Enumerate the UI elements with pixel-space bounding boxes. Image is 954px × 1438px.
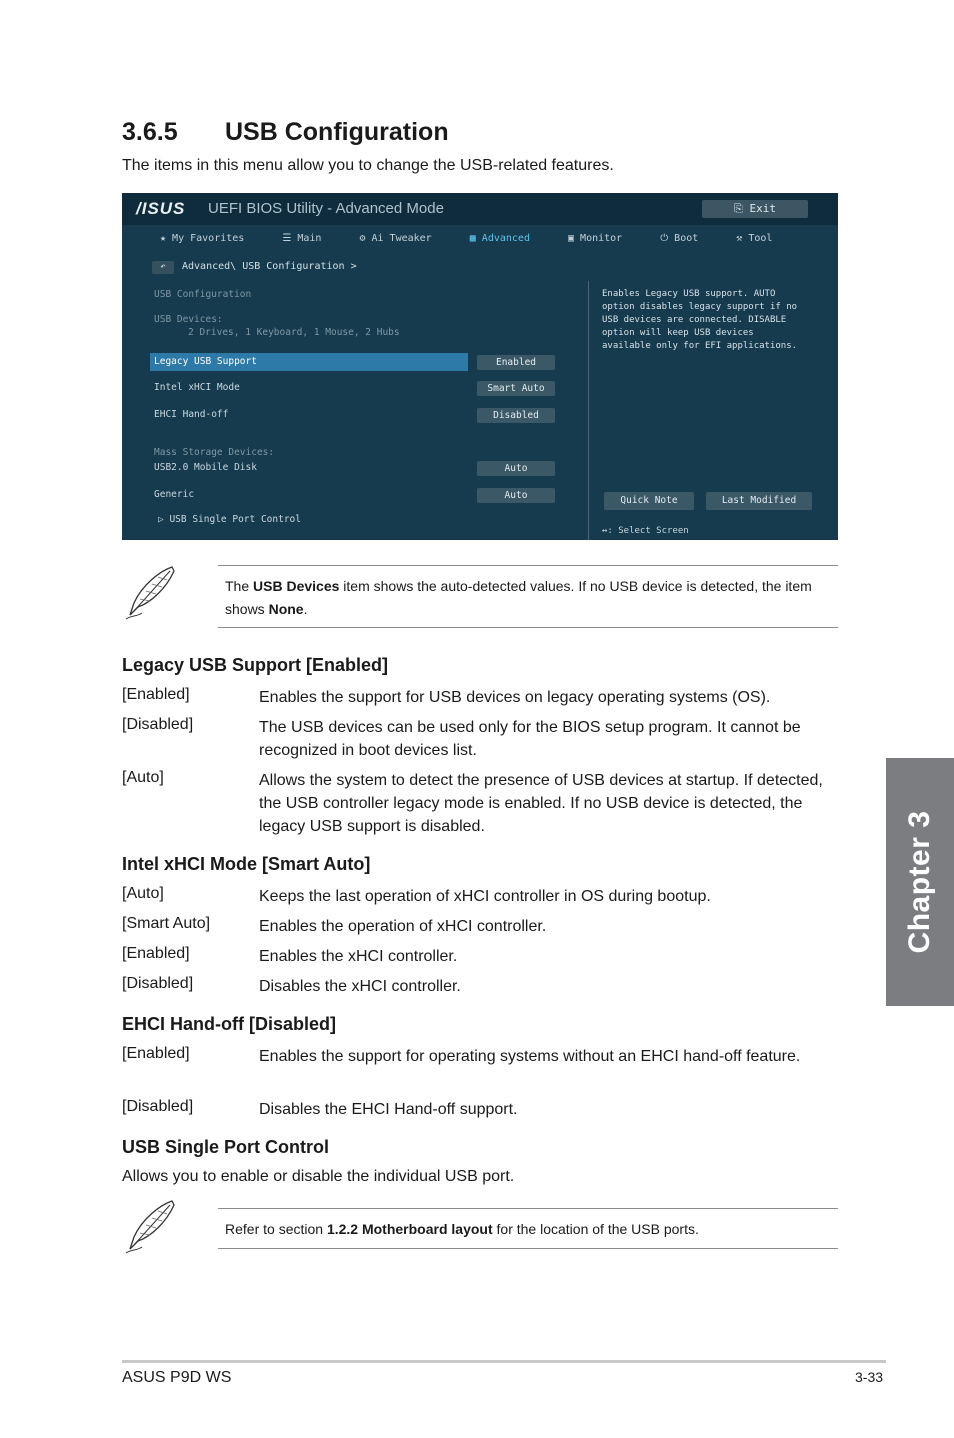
legacy-heading: Legacy USB Support [Enabled] bbox=[122, 655, 389, 675]
note-bold: 1.2.2 Motherboard layout bbox=[326, 1221, 493, 1237]
usb-devices-label: USB Devices: bbox=[154, 314, 223, 325]
asus-logo: /ISUS bbox=[136, 199, 186, 218]
option-term: [Enabled] bbox=[122, 1045, 190, 1062]
note-text: Refer to section bbox=[225, 1221, 327, 1237]
note-text: . bbox=[303, 601, 308, 617]
single-port-text: Allows you to enable or disable the individual USB port. bbox=[122, 1168, 515, 1185]
option-term: [Disabled] bbox=[122, 1098, 194, 1115]
tab-label: Monitor bbox=[580, 233, 623, 244]
last-modified-button[interactable]: Last Modified bbox=[706, 492, 812, 510]
option-term: [Enabled] bbox=[122, 686, 190, 703]
back-arrow-icon[interactable]: ↶ bbox=[152, 261, 174, 274]
mobile-disk-value[interactable]: Auto bbox=[477, 461, 555, 476]
note-bottom-rule bbox=[218, 1248, 838, 1249]
tab-main[interactable]: ☰ Main bbox=[282, 233, 322, 244]
generic-value[interactable]: Auto bbox=[477, 488, 555, 503]
ehci-heading: EHCI Hand-off [Disabled] bbox=[122, 1014, 336, 1034]
select-screen-hint: ↔: Select Screen bbox=[602, 526, 689, 536]
bios-help-text: Enables Legacy USB support. AUTO option disables legacy support if no USB devices are connected. DISABLE option will keep USB devices available only for EFI applications. bbox=[602, 289, 798, 351]
chapter-tab bbox=[886, 758, 954, 1006]
ehci-handoff-label[interactable]: EHCI Hand-off bbox=[154, 409, 229, 420]
tab-advanced[interactable]: ▩ Advanced bbox=[469, 233, 530, 244]
tab-tool[interactable]: ⚒ Tool bbox=[736, 233, 773, 244]
feather-pen-icon bbox=[120, 1197, 182, 1259]
section-title bbox=[122, 118, 449, 147]
note-bold: USB Devices bbox=[253, 578, 340, 594]
bios-divider bbox=[588, 281, 589, 540]
footer-rule bbox=[122, 1360, 886, 1363]
note-text: for the location of the USB ports. bbox=[492, 1221, 699, 1237]
mobile-disk-label[interactable]: USB2.0 Mobile Disk bbox=[154, 462, 257, 473]
intro-text: The items in this menu allow you to change the USB-related features. bbox=[122, 157, 614, 174]
option-desc: Enables the support for USB devices on legacy operating systems (OS). bbox=[259, 689, 771, 706]
exit-label: Exit bbox=[749, 202, 776, 215]
section-number: 3.6.5 bbox=[122, 118, 178, 146]
option-desc: The USB devices can be used only for the BIOS setup program. It cannot be recognized in boot devices list. bbox=[259, 719, 801, 759]
exit-button[interactable]: ⎘ Exit bbox=[702, 200, 808, 218]
tab-label: Ai Tweaker bbox=[371, 233, 432, 244]
option-term: [Smart Auto] bbox=[122, 915, 211, 932]
tab-label: Main bbox=[297, 233, 322, 244]
usb-config-label: USB Configuration bbox=[154, 289, 252, 300]
single-port-label: USB Single Port Control bbox=[169, 514, 302, 525]
note-bold: None bbox=[268, 601, 304, 617]
option-desc: Allows the system to detect the presence of USB devices at startup. If detected, the USB controller legacy mode is enabled. If no USB device is detected, the legacy USB support is disabled. bbox=[259, 772, 823, 835]
bios-title: UEFI BIOS Utility - Advanced Mode bbox=[208, 200, 444, 217]
option-term: [Auto] bbox=[122, 769, 164, 786]
tab-label: Tool bbox=[748, 233, 773, 244]
option-desc: Enables the support for operating systems without an EHCI hand-off feature. bbox=[259, 1048, 801, 1065]
xhci-mode-value[interactable]: Smart Auto bbox=[477, 381, 555, 396]
section-heading: USB Configuration bbox=[225, 118, 449, 146]
legacy-usb-value[interactable]: Enabled bbox=[477, 355, 555, 370]
note-text: item shows the auto-detected values. If no USB device is detected, the item shows bbox=[225, 578, 812, 617]
tab-label: My Favorites bbox=[172, 233, 245, 244]
tab-label: Boot bbox=[674, 233, 699, 244]
tab-label: Advanced bbox=[481, 233, 530, 244]
xhci-heading: Intel xHCI Mode [Smart Auto] bbox=[122, 854, 371, 874]
footer-product: ASUS P9D WS bbox=[122, 1369, 232, 1386]
quick-note-button[interactable]: Quick Note bbox=[604, 492, 694, 510]
legacy-usb-label[interactable]: Legacy USB Support bbox=[154, 356, 257, 367]
mass-storage-label: Mass Storage Devices: bbox=[154, 447, 275, 458]
bios-breadcrumb bbox=[152, 261, 357, 274]
option-desc: Disables the EHCI Hand-off support. bbox=[259, 1101, 518, 1118]
tab-monitor[interactable]: ▣ Monitor bbox=[568, 233, 623, 244]
tab-ai-tweaker[interactable]: ⚙ Ai Tweaker bbox=[359, 233, 432, 244]
option-desc: Disables the xHCI controller. bbox=[259, 978, 461, 995]
option-desc: Enables the xHCI controller. bbox=[259, 948, 458, 965]
option-term: [Disabled] bbox=[122, 975, 194, 992]
footer-page-number: 3-33 bbox=[855, 1369, 884, 1385]
breadcrumb-text: Advanced\ USB Configuration > bbox=[182, 261, 357, 272]
usb-devices-value: 2 Drives, 1 Keyboard, 1 Mouse, 2 Hubs bbox=[188, 327, 400, 338]
option-term: [Disabled] bbox=[122, 716, 194, 733]
xhci-mode-label[interactable]: Intel xHCI Mode bbox=[154, 382, 240, 393]
note-motherboard-layout bbox=[225, 1218, 835, 1241]
note-top-rule bbox=[218, 565, 838, 566]
bios-screenshot bbox=[122, 193, 838, 540]
feather-pen-icon bbox=[120, 563, 182, 625]
note-text: The bbox=[225, 578, 254, 594]
single-port-item[interactable]: ▷ USB Single Port Control bbox=[158, 514, 302, 525]
chapter-label: Chapter 3 bbox=[903, 810, 936, 954]
note-usb-devices bbox=[225, 575, 835, 621]
tab-my-favorites[interactable]: ★ My Favorites bbox=[160, 233, 245, 244]
tab-boot[interactable]: ⏻ Boot bbox=[660, 233, 699, 244]
generic-label[interactable]: Generic bbox=[154, 489, 195, 500]
option-term: [Enabled] bbox=[122, 945, 190, 962]
single-port-heading: USB Single Port Control bbox=[122, 1137, 329, 1157]
ehci-handoff-value[interactable]: Disabled bbox=[477, 408, 555, 423]
option-term: [Auto] bbox=[122, 885, 164, 902]
option-desc: Keeps the last operation of xHCI controller in OS during bootup. bbox=[259, 888, 711, 905]
option-desc: Enables the operation of xHCI controller. bbox=[259, 918, 547, 935]
bios-menubar bbox=[160, 233, 804, 244]
note-top-rule bbox=[218, 1208, 838, 1209]
note-bottom-rule bbox=[218, 627, 838, 628]
